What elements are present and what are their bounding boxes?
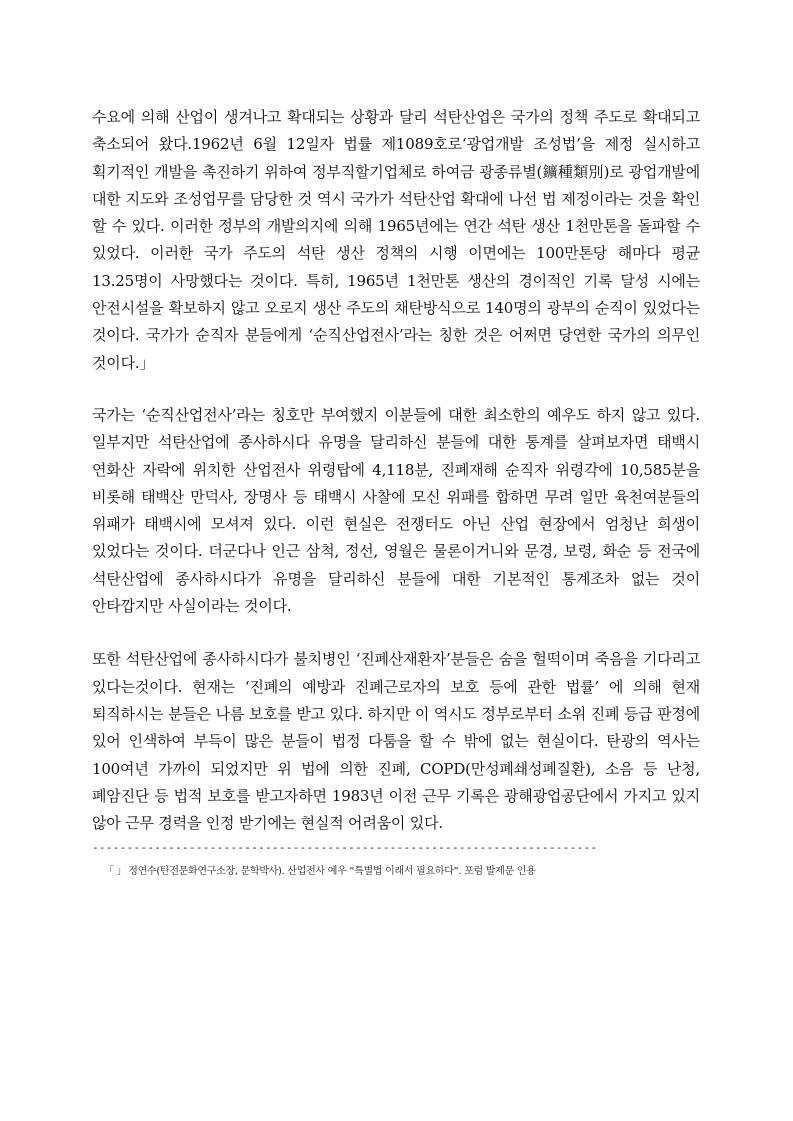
footnote bbox=[92, 865, 700, 879]
footnote-text: 정연수(탄전문화연구소장, 문학박사). 산업전사 예우 “특별법 이래서 필요하다”. 포럼 발제문 인용 bbox=[128, 866, 536, 878]
body-paragraph-3: 또한 석탄산업에 종사하시다가 불치병인 ‘진폐산재환자’분들은 숨을 헐떡이며 죽음을 기다리고 있다는것이다. 현재는 ‘진폐의 예방과 진폐근로자의 보호 등에 관한 법률’ 에 의해 현재 퇴직하시는 분들은 나름 보호를 받고 있다. 하지만 이 역시도 정부로부터 소위 진폐 등급 판정에 있어 인색하여 부득이 많은 분들이 법정 다툼을 할 수 밖에 없는 현실이다. 탄광의 역사는 100여년 가까이 되었지만 위 법에 의한 진폐, COPD(만성폐쇄성폐질환), 소음 등 난청, 폐암진단 등 법적 보호를 받고자하면 1983년 이전 근무 기록은 광해광업공단에서 가지고 있지 않아 근무 경력을 인정 받기에는 현실적 어려움이 있다. bbox=[92, 650, 700, 833]
footnote-mark: 「 」 bbox=[104, 866, 127, 878]
footnote-separator: ------------------------------------------------------------------------- bbox=[92, 843, 598, 854]
body-paragraph-2: 국가는 ‘순직산업전사’라는 칭호만 부여했지 이분들에 대한 최소한의 예우도 하지 않고 있다. 일부지만 석탄산업에 종사하시다 유명을 달리하신 분들에 대한 통계를 살펴보자면 태백시 연화산 자락에 위치한 산업전사 위령탑에 4,118분, 진폐재해 순직자 위령각에 10,585분을 비롯해 태백산 만덕사, 장명사 등 태백시 사찰에 모신 위패를 합하면 무려 일만 육천여분들의 위패가 태백시에 모셔져 있다. 이런 현실은 전쟁터도 아닌 산업 현장에서 엄청난 희생이 있었다는 것이다. 더군다나 인근 삼척, 정선, 영월은 물론이거니와 문경, 보령, 화순 등 전국에 석탄산업에 종사하시다가 유명을 달리하신 분들에 대한 기본적인 통계조차 없는 것이 안타깝지만 사실이라는 것이다. bbox=[92, 405, 700, 616]
body-paragraph-1: 수요에 의해 산업이 생겨나고 확대되는 상황과 달리 석탄산업은 국가의 정책 주도로 확대되고 축소되어 왔다.1962년 6월 12일자 법률 제1089호로‘광업개발 조성법’을 제정 실시하고 획기적인 개발을 촉진하기 위하여 정부직할기업체로 하여금 광종류별(鑛種類別)로 광업개발에 대한 지도와 조성업무를 담당한 것 역시 국가가 석탄산업 확대에 나선 법 제정이라는 것을 확인 할 수 있다. 이러한 정부의 개발의지에 의해 1965년에는 연간 석탄 생산 1천만톤을 돌파할 수 있었다. 이러한 국가 주도의 석탄 생산 정책의 시행 이면에는 100만톤당 해마다 평균 13.25명이 사망했다는 것이다. 특히, 1965년 1천만톤 생산의 경이적인 기록 달성 시에는 안전시설을 확보하지 않고 오로지 생산 주도의 채탄방식으로 140명의 광부의 순직이 있었다는 것이다. 국가가 순직자 분들에게 ‘순직산업전사’라는 칭한 것은 어쩌면 당연한 국가의 의무인 것이다.」 bbox=[92, 108, 700, 372]
document-page bbox=[92, 104, 700, 879]
